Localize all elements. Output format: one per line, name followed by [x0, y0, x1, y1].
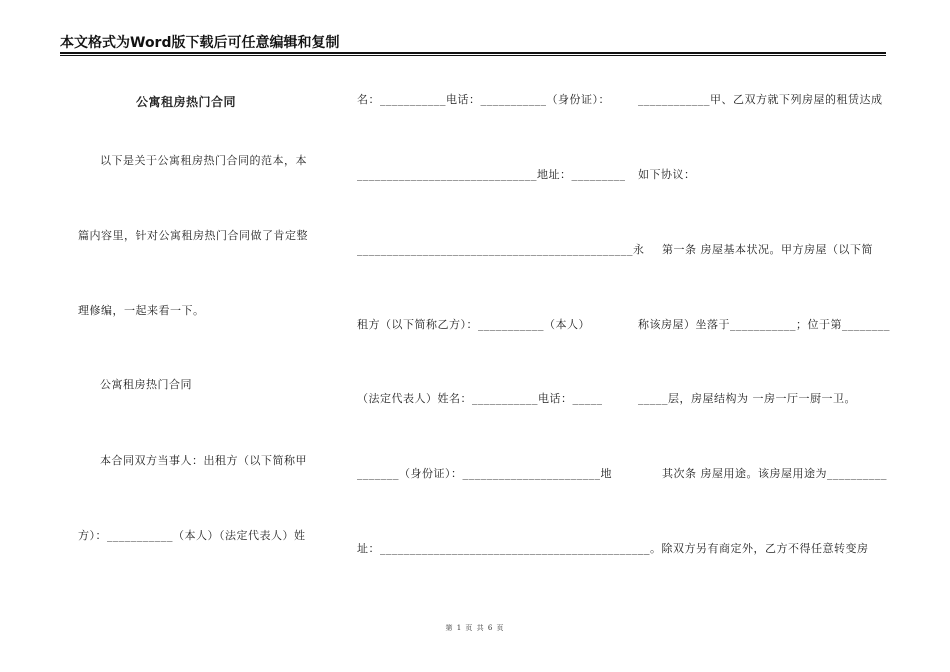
- paragraph-line: _____层，房屋结构为 一房一厅一厨一卫。: [638, 392, 856, 405]
- paragraph-line: ____________甲、乙双方就下列房屋的租赁达成: [638, 93, 883, 106]
- paragraph-line: __。除双方另有商定外，乙方不得任意转变房: [638, 542, 869, 555]
- page-number: 第 1 页 共 6 页: [445, 624, 505, 632]
- paragraph-line: 其次条 房屋用途。该房屋用途为__________: [662, 467, 887, 480]
- header-divider-thin: [60, 55, 886, 56]
- paragraph-line: ______________________________________________永: [357, 243, 645, 256]
- paragraph-line: 理修编，一起来看一下。: [78, 304, 205, 317]
- paragraph-line: 篇内容里，针对公寓租房热门合同做了肯定整: [78, 229, 308, 242]
- document-header: 本文格式为Word版下载后可任意编辑和复制: [60, 35, 340, 51]
- header-divider: [60, 52, 886, 54]
- paragraph-line: 租方（以下简称乙方）：___________（本人）: [357, 318, 590, 331]
- paragraph-line: 如下协议：: [638, 168, 696, 181]
- paragraph-line: （法定代表人）姓名：___________电话：_____: [357, 392, 603, 405]
- paragraph-line: 第一条 房屋基本状况。甲方房屋（以下简: [662, 243, 873, 256]
- paragraph-line: 称该房屋）坐落于___________；位于第________: [638, 318, 890, 331]
- paragraph-line: _______（身份证）：_______________________地: [357, 467, 612, 480]
- paragraph-line: 址：_____________________________________________: [357, 542, 650, 555]
- document-title: 公寓租房热门合同: [136, 95, 237, 109]
- paragraph-line: 本合同双方当事人：出租方（以下简称甲: [100, 454, 307, 467]
- paragraph-line: 方）：___________（本人）（法定代表人）姓: [78, 529, 306, 542]
- paragraph-line: 名：___________电话：___________（身份证）：: [357, 93, 610, 106]
- paragraph-line: ______________________________地址：_________: [357, 168, 626, 181]
- paragraph-line: 以下是关于公寓租房热门合同的范本，本: [100, 154, 307, 167]
- contract-heading: 公寓租房热门合同: [100, 378, 192, 391]
